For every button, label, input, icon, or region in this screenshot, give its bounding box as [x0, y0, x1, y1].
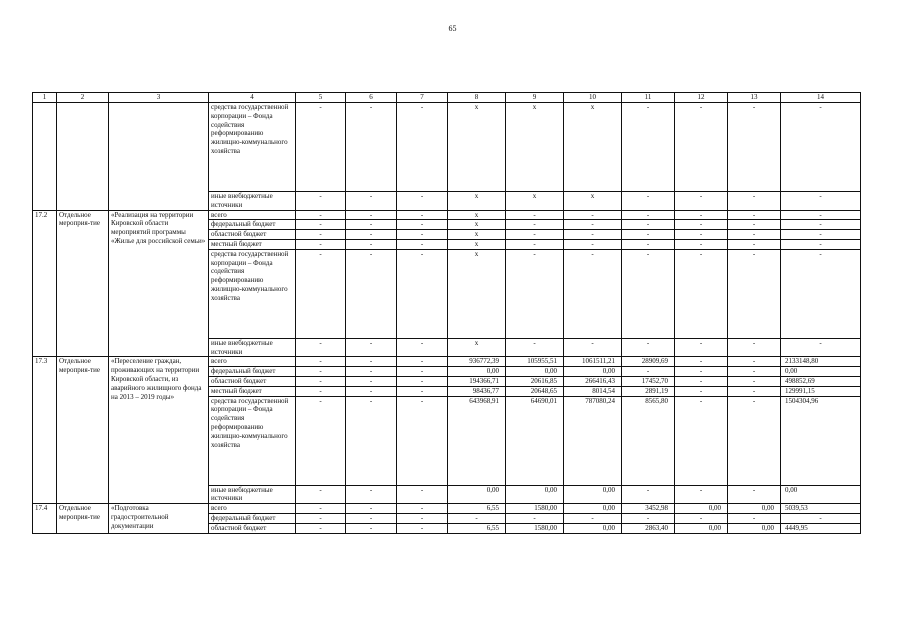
value-cell: 0,00 — [564, 504, 622, 514]
value-cell: - — [346, 249, 397, 338]
value-cell: - — [397, 220, 448, 230]
value-cell: x — [506, 192, 564, 211]
value-cell: - — [781, 192, 861, 211]
value-cell: - — [346, 239, 397, 249]
item-number: 17.3 — [33, 357, 57, 504]
value-cell: - — [346, 376, 397, 386]
header-cell: 14 — [781, 93, 861, 103]
source-cell: иные внебюджетные источники — [209, 485, 296, 504]
header-cell: 4 — [209, 93, 296, 103]
source-cell: средства государственной корпорации – Фонда содействия реформированию жилищно-коммунального хозяйства — [209, 249, 296, 338]
value-cell: - — [397, 485, 448, 504]
value-cell: - — [675, 192, 728, 211]
value-cell: 1580,00 — [506, 504, 564, 514]
value-cell: 0,00 — [728, 504, 781, 514]
source-cell: областной бюджет — [209, 523, 296, 533]
value-cell: - — [397, 523, 448, 533]
value-cell: - — [781, 210, 861, 220]
value-cell: - — [397, 210, 448, 220]
table-row — [33, 210, 861, 220]
value-cell: - — [675, 220, 728, 230]
value-cell: - — [296, 220, 346, 230]
value-cell: - — [397, 504, 448, 514]
value-cell: 17452,70 — [622, 376, 675, 386]
value-cell: - — [781, 513, 861, 523]
page-number: 65 — [448, 24, 457, 33]
value-cell: 2133148,80 — [781, 357, 861, 367]
value-cell: 0,00 — [675, 504, 728, 514]
value-cell: - — [296, 513, 346, 523]
value-cell: - — [728, 220, 781, 230]
value-cell: - — [346, 513, 397, 523]
value-cell: - — [397, 367, 448, 377]
value-cell: - — [675, 396, 728, 485]
value-cell: 5039,53 — [781, 504, 861, 514]
value-cell: - — [346, 103, 397, 192]
source-cell: иные внебюджетные источники — [209, 338, 296, 357]
value-cell: 105955,51 — [506, 357, 564, 367]
value-cell: - — [675, 338, 728, 357]
value-cell: - — [506, 513, 564, 523]
source-cell: всего — [209, 504, 296, 514]
value-cell: - — [296, 504, 346, 514]
value-cell: - — [296, 103, 346, 192]
value-cell: 0,00 — [564, 485, 622, 504]
value-cell: - — [346, 192, 397, 211]
value-cell: 643968,91 — [448, 396, 506, 485]
value-cell: 0,00 — [728, 523, 781, 533]
value-cell: 194366,71 — [448, 376, 506, 386]
type-cell — [57, 103, 109, 211]
value-cell: 64690,01 — [506, 396, 564, 485]
value-cell: 20648,65 — [506, 386, 564, 396]
value-cell: - — [622, 249, 675, 338]
value-cell: x — [448, 103, 506, 192]
value-cell: 1504304,96 — [781, 396, 861, 485]
value-cell: - — [675, 485, 728, 504]
item-name: «Переселение граждан, проживающих на территории Кировской области, из аварийного жилищного фонда на 2013 – 2019 годы» — [109, 357, 209, 504]
value-cell: - — [296, 239, 346, 249]
value-cell: - — [675, 230, 728, 240]
value-cell: - — [397, 230, 448, 240]
value-cell: - — [781, 249, 861, 338]
value-cell: - — [296, 230, 346, 240]
value-cell: - — [675, 103, 728, 192]
value-cell: 20616,85 — [506, 376, 564, 386]
value-cell: 1580,00 — [506, 523, 564, 533]
value-cell: - — [397, 338, 448, 357]
value-cell: 2891,19 — [622, 386, 675, 396]
value-cell: - — [622, 338, 675, 357]
value-cell: - — [397, 513, 448, 523]
source-cell: областной бюджет — [209, 376, 296, 386]
value-cell: x — [448, 338, 506, 357]
value-cell: 0,00 — [781, 485, 861, 504]
value-cell: - — [728, 485, 781, 504]
source-cell: всего — [209, 357, 296, 367]
value-cell: - — [728, 249, 781, 338]
value-cell: - — [296, 485, 346, 504]
header-cell: 10 — [564, 93, 622, 103]
source-cell: федеральный бюджет — [209, 367, 296, 377]
source-cell: иные внебюджетные источники — [209, 192, 296, 211]
source-cell: областной бюджет — [209, 230, 296, 240]
value-cell: - — [346, 230, 397, 240]
value-cell: - — [781, 220, 861, 230]
source-cell: средства государственной корпорации – Фонда содействия реформированию жилищно-коммунального хозяйства — [209, 396, 296, 485]
item-number: 17.2 — [33, 210, 57, 357]
value-cell: - — [675, 357, 728, 367]
value-cell: - — [728, 513, 781, 523]
value-cell: - — [781, 103, 861, 192]
value-cell: - — [346, 210, 397, 220]
value-cell: - — [397, 192, 448, 211]
value-cell: 936772,39 — [448, 357, 506, 367]
item-name: «Подготовка градостроительной документации — [109, 504, 209, 533]
value-cell: 2863,40 — [622, 523, 675, 533]
value-cell: 129991,15 — [781, 386, 861, 396]
value-cell: - — [296, 357, 346, 367]
source-cell: федеральный бюджет — [209, 513, 296, 523]
value-cell: - — [346, 396, 397, 485]
value-cell: x — [506, 103, 564, 192]
value-cell: - — [675, 239, 728, 249]
value-cell: - — [397, 239, 448, 249]
item-type: Отдельное мероприя-тие — [57, 210, 109, 357]
value-cell: - — [397, 376, 448, 386]
value-cell: 787080,24 — [564, 396, 622, 485]
value-cell: - — [728, 338, 781, 357]
table-row — [33, 357, 861, 367]
value-cell: - — [564, 338, 622, 357]
value-cell: - — [296, 210, 346, 220]
value-cell: - — [346, 504, 397, 514]
value-cell: - — [448, 513, 506, 523]
value-cell: 498852,69 — [781, 376, 861, 386]
source-cell: федеральный бюджет — [209, 220, 296, 230]
value-cell: - — [728, 192, 781, 211]
source-cell: всего — [209, 210, 296, 220]
value-cell: - — [346, 220, 397, 230]
value-cell: 28909,69 — [622, 357, 675, 367]
value-cell: x — [448, 239, 506, 249]
value-cell: - — [675, 210, 728, 220]
value-cell: 0,00 — [448, 485, 506, 504]
value-cell: - — [506, 220, 564, 230]
value-cell: - — [564, 239, 622, 249]
value-cell: - — [346, 485, 397, 504]
value-cell: - — [564, 249, 622, 338]
value-cell: - — [397, 357, 448, 367]
value-cell: - — [296, 386, 346, 396]
source-cell: местный бюджет — [209, 239, 296, 249]
value-cell: - — [346, 386, 397, 396]
header-cell: 11 — [622, 93, 675, 103]
value-cell: - — [346, 523, 397, 533]
table-row — [33, 504, 861, 514]
value-cell: - — [296, 192, 346, 211]
value-cell: - — [296, 376, 346, 386]
value-cell: 98436,77 — [448, 386, 506, 396]
value-cell: x — [448, 230, 506, 240]
value-cell: - — [675, 386, 728, 396]
value-cell: - — [781, 338, 861, 357]
header-row — [33, 93, 861, 103]
header-cell: 1 — [33, 93, 57, 103]
value-cell: x — [448, 220, 506, 230]
value-cell: x — [564, 103, 622, 192]
value-cell: - — [728, 367, 781, 377]
value-cell: - — [506, 239, 564, 249]
table-row — [33, 103, 861, 192]
source-cell: средства государственной корпорации – Фонда содействия реформированию жилищно-коммунального хозяйства — [209, 103, 296, 192]
value-cell: - — [296, 367, 346, 377]
header-cell: 12 — [675, 93, 728, 103]
item-number: 17.4 — [33, 504, 57, 533]
value-cell: - — [728, 376, 781, 386]
value-cell: 3452,98 — [622, 504, 675, 514]
value-cell: - — [622, 210, 675, 220]
item-type: Отдельное мероприя-тие — [57, 357, 109, 504]
source-cell: местный бюджет — [209, 386, 296, 396]
num-cell — [33, 103, 57, 211]
value-cell: - — [728, 230, 781, 240]
value-cell: - — [346, 357, 397, 367]
value-cell: 0,00 — [448, 367, 506, 377]
value-cell: 6,55 — [448, 523, 506, 533]
value-cell: - — [728, 357, 781, 367]
value-cell: - — [346, 338, 397, 357]
value-cell: 266416,43 — [564, 376, 622, 386]
value-cell: - — [397, 386, 448, 396]
header-cell: 13 — [728, 93, 781, 103]
value-cell: - — [296, 396, 346, 485]
value-cell: - — [296, 523, 346, 533]
header-cell: 7 — [397, 93, 448, 103]
value-cell: - — [506, 338, 564, 357]
budget-table — [32, 92, 861, 534]
header-cell: 5 — [296, 93, 346, 103]
value-cell: - — [728, 386, 781, 396]
value-cell: 8014,54 — [564, 386, 622, 396]
value-cell: - — [728, 239, 781, 249]
value-cell: - — [622, 367, 675, 377]
value-cell: - — [564, 513, 622, 523]
value-cell: - — [622, 239, 675, 249]
value-cell: 0,00 — [781, 367, 861, 377]
value-cell: 1061511,21 — [564, 357, 622, 367]
item-name: «Реализация на территории Кировской области мероприятий программы «Жилье для российской семьи» — [109, 210, 209, 357]
value-cell: - — [675, 367, 728, 377]
value-cell: - — [622, 513, 675, 523]
value-cell: 8565,80 — [622, 396, 675, 485]
value-cell: - — [728, 103, 781, 192]
value-cell: - — [397, 249, 448, 338]
value-cell: - — [622, 192, 675, 211]
value-cell: - — [675, 513, 728, 523]
value-cell: x — [448, 192, 506, 211]
value-cell: - — [346, 367, 397, 377]
header-cell: 6 — [346, 93, 397, 103]
value-cell: x — [564, 192, 622, 211]
value-cell: - — [728, 396, 781, 485]
value-cell: - — [728, 210, 781, 220]
value-cell: - — [622, 220, 675, 230]
value-cell: - — [506, 230, 564, 240]
value-cell: - — [506, 249, 564, 338]
item-type: Отдельное мероприя-тие — [57, 504, 109, 533]
value-cell: 0,00 — [675, 523, 728, 533]
value-cell: - — [564, 220, 622, 230]
value-cell: - — [506, 210, 564, 220]
value-cell: 4449,95 — [781, 523, 861, 533]
header-cell: 9 — [506, 93, 564, 103]
name-cell — [109, 103, 209, 211]
header-cell: 8 — [448, 93, 506, 103]
header-cell: 2 — [57, 93, 109, 103]
value-cell: - — [781, 239, 861, 249]
value-cell: - — [296, 338, 346, 357]
value-cell: - — [781, 230, 861, 240]
value-cell: - — [675, 376, 728, 386]
value-cell: - — [622, 230, 675, 240]
value-cell: - — [296, 249, 346, 338]
value-cell: - — [675, 249, 728, 338]
value-cell: x — [448, 210, 506, 220]
value-cell: - — [564, 230, 622, 240]
value-cell: 6,55 — [448, 504, 506, 514]
value-cell: - — [397, 103, 448, 192]
value-cell: 0,00 — [564, 367, 622, 377]
value-cell: - — [564, 210, 622, 220]
header-cell: 3 — [109, 93, 209, 103]
value-cell: x — [448, 249, 506, 338]
value-cell: 0,00 — [506, 485, 564, 504]
value-cell: 0,00 — [506, 367, 564, 377]
value-cell: - — [622, 485, 675, 504]
value-cell: - — [397, 396, 448, 485]
value-cell: - — [622, 103, 675, 192]
value-cell: 0,00 — [564, 523, 622, 533]
